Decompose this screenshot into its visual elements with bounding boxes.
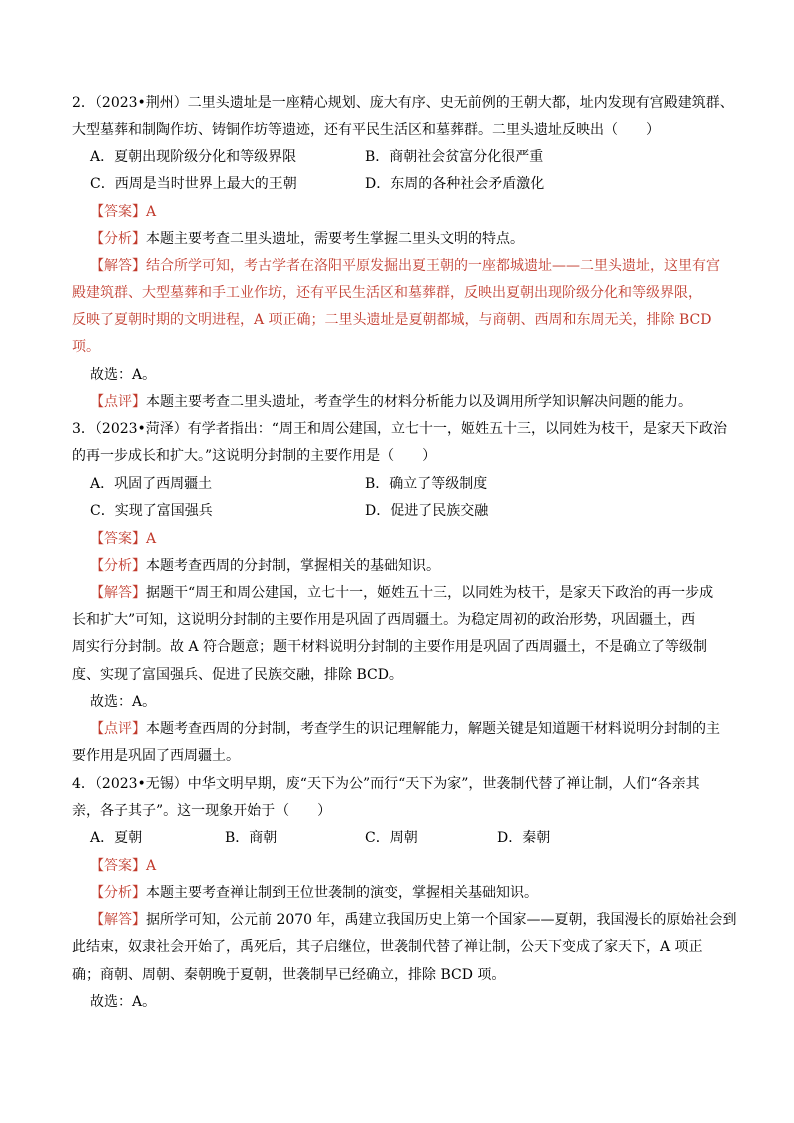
q4-stem-line-2: 亲，各子其子”。这一现象开始于（ ） (72, 803, 332, 819)
solution-tag: 【解答】 (90, 585, 146, 601)
analysis-text: 本题主要考查二里头遗址，需要考生掌握二里头文明的特点。 (146, 231, 524, 247)
q2-analysis (90, 230, 524, 248)
q2-option-a: A．夏朝出现阶级分化和等级界限 (90, 149, 297, 165)
q4-option-d: D．秦朝 (497, 830, 551, 846)
analysis-text: 本题主要考查禅让制到王位世袭制的演变，掌握相关基础知识。 (146, 885, 538, 901)
q2-choose: 故选：A。 (90, 367, 157, 383)
solution-text: 据题干“周王和周公建国，立七十一，姬姓五十三，以同姓为枝干，是家天下政治的再一步成 (146, 585, 714, 601)
comment-text: 本题主要考查二里头遗址，考查学生的材料分析能力以及调用所学知识解决问题的能力。 (146, 394, 692, 410)
q2-comment (90, 393, 692, 411)
analysis-tag: 【分析】 (90, 231, 146, 247)
q3-comment-line-2: 要作用是巩固了西周疆土。 (72, 748, 240, 764)
q2-stem-line-1: 2．（2023•荆州）二里头遗址是一座精心规划、庞大有序、史无前例的王朝大都，址内发现有宫殿建筑群、 (72, 95, 734, 111)
q3-solution-line-4: 度、实现了富国强兵、促进了民族交融，排除 BCD。 (72, 667, 403, 683)
analysis-text: 本题考查西周的分封制，掌握相关的基础知识。 (146, 558, 440, 574)
q3-stem-line-1: 3．（2023•菏泽）有学者指出：“周王和周公建国，立七十一，姬姓五十三，以同姓为枝干，是家天下政治 (72, 421, 727, 437)
answer-tag: 【答案】 (90, 204, 146, 220)
q2-solution-line-2: 殿建筑群、大型墓葬和手工业作坊，还有平民生活区和墓葬群，反映出夏朝出现阶级分化和等级界限， (72, 285, 702, 301)
q3-answer (90, 530, 156, 548)
q2-solution-line-4: 项。 (72, 339, 100, 355)
analysis-tag: 【分析】 (90, 885, 146, 901)
q2-option-c: C．西周是当时世界上最大的王朝 (90, 176, 297, 192)
answer-letter: A (146, 858, 157, 874)
q3-option-c: C．实现了富国强兵 (90, 503, 213, 519)
q3-analysis (90, 557, 440, 575)
q4-analysis (90, 884, 538, 902)
q2-option-b: B．商朝社会贫富分化很严重 (365, 149, 544, 165)
q3-solution-line-2: 长和扩大”可知，这说明分封制的主要作用是巩固了西周疆土。为稳定周初的政治形势，巩固疆土，西 (72, 612, 696, 628)
solution-tag: 【解答】 (90, 258, 146, 274)
q3-choose: 故选：A。 (90, 694, 157, 710)
q4-solution-line-3: 确；商朝、周朝、秦朝晚于夏朝，世袭制早已经确立，排除 BCD 项。 (72, 967, 506, 983)
q3-option-a: A．巩固了西周疆土 (90, 476, 213, 492)
solution-tag: 【解答】 (90, 912, 146, 928)
q4-option-a: A．夏朝 (90, 830, 143, 846)
analysis-tag: 【分析】 (90, 558, 146, 574)
q4-answer (90, 857, 156, 875)
comment-text: 本题考查西周的分封制，考查学生的识记理解能力，解题关键是知道题干材料说明分封制的主 (146, 721, 720, 737)
q3-comment-line-1 (90, 720, 720, 738)
q2-option-d: D．东周的各种社会矛盾激化 (365, 176, 545, 192)
comment-tag: 【点评】 (90, 721, 146, 737)
answer-tag: 【答案】 (90, 858, 146, 874)
q3-solution-line-3: 周实行分封制。故 A 符合题意；题干材料说明分封制的主要作用是巩固了西周疆土，不是确立了等级制 (72, 639, 708, 655)
q4-solution-line-2: 此结束，奴隶社会开始了，禹死后，其子启继位，世袭制代替了禅让制，公天下变成了家天下，A 项正 (72, 939, 703, 955)
q4-option-b: B．商朝 (225, 830, 278, 846)
q2-solution-line-1 (90, 257, 720, 275)
answer-tag: 【答案】 (90, 531, 146, 547)
solution-text: 结合所学可知，考古学者在洛阳平原发掘出夏王朝的一座都城遗址——二里头遗址，这里有宫 (146, 258, 720, 274)
q3-option-b: B．确立了等级制度 (365, 476, 488, 492)
q2-solution-line-3: 反映了夏朝时期的文明进程，A 项正确；二里头遗址是夏朝都城，与商朝、西周和东周无关，排除 BCD (72, 312, 712, 328)
q3-stem-line-2: 的再一步成长和扩大。”这说明分封制的主要作用是（ ） (72, 448, 437, 464)
q4-option-c: C．周朝 (365, 830, 418, 846)
q2-stem-line-2: 大型墓葬和制陶作坊、铸铜作坊等遗迹，还有平民生活区和墓葬群。二里头遗址反映出（ ） (72, 122, 660, 138)
q4-solution-line-1 (90, 911, 737, 929)
answer-letter: A (146, 204, 157, 220)
answer-letter: A (146, 531, 157, 547)
solution-text: 据所学可知，公元前 2070 年，禹建立我国历史上第一个国家——夏朝，我国漫长的原始社会到 (146, 912, 737, 928)
q2-answer (90, 203, 156, 221)
q3-solution-line-1 (90, 584, 713, 602)
comment-tag: 【点评】 (90, 394, 146, 410)
q4-choose: 故选：A。 (90, 994, 157, 1010)
q3-option-d: D．促进了民族交融 (365, 503, 489, 519)
q4-stem-line-1: 4．（2023•无锡）中华文明早期，废“天下为公”而行“天下为家”，世袭制代替了禅让制，人们“各亲其 (72, 776, 700, 792)
